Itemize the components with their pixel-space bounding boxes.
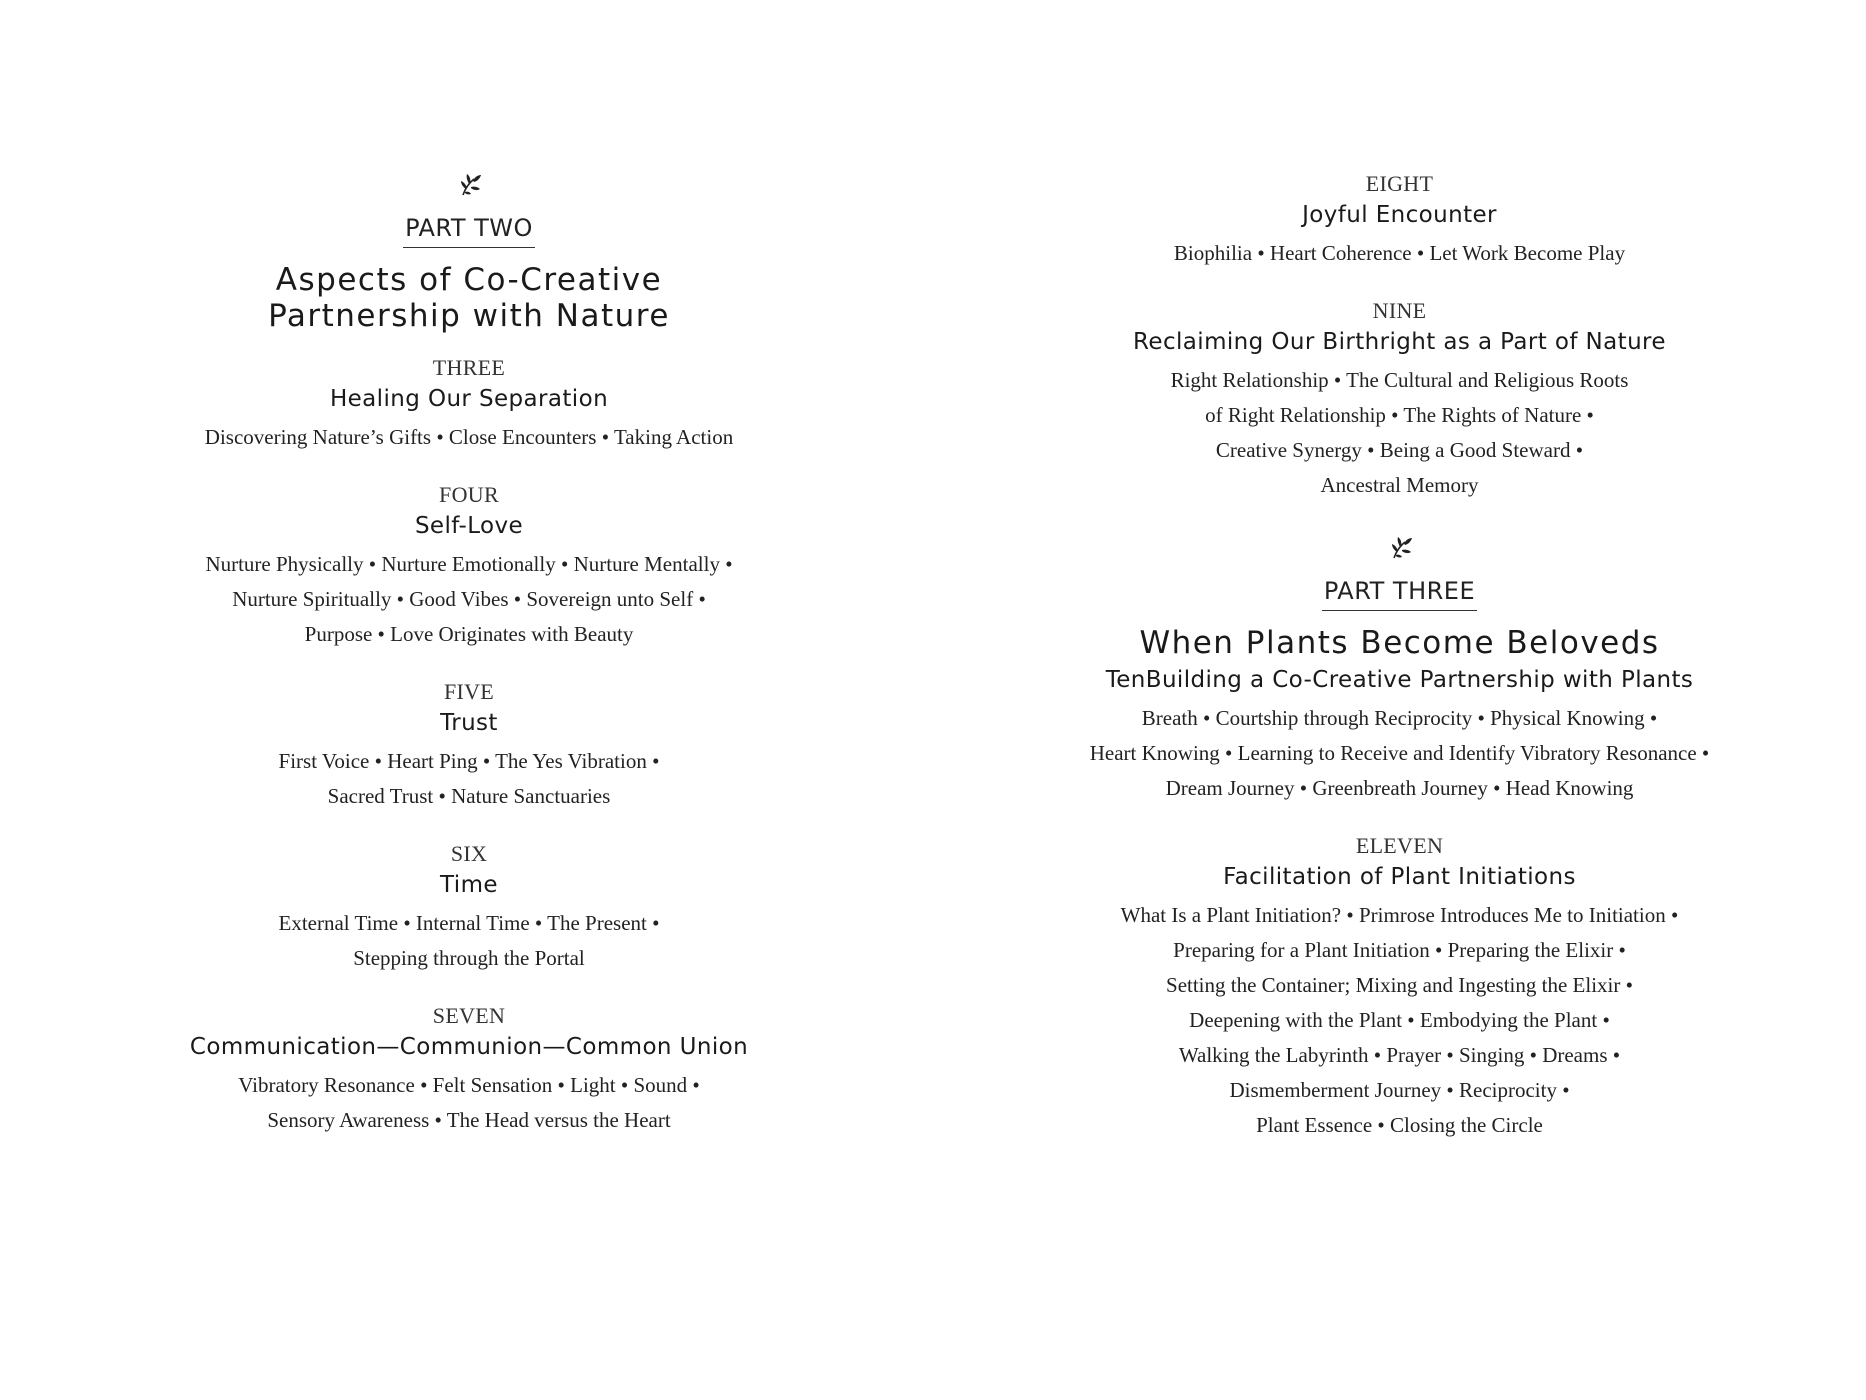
right-page <box>933 0 1866 1400</box>
chapter-three <box>114 354 824 455</box>
part-three-label: PART THREE <box>1322 577 1477 611</box>
part-three-block <box>933 533 1866 661</box>
topic-line: External Time • Internal Time • The Present • <box>278 911 660 935</box>
chapter-four <box>114 481 824 652</box>
chapter-ten <box>933 663 1866 806</box>
chapter-topics <box>114 547 824 652</box>
chapter-number: SIX <box>450 841 488 866</box>
chapter-topics <box>933 898 1866 1143</box>
topic-line: Vibratory Resonance • Felt Sensation • Light • Sound • <box>238 1073 700 1097</box>
topic-line: Dismemberment Journey • Reciprocity • <box>1229 1078 1570 1102</box>
topic-line: Nurture Spiritually • Good Vibes • Sovereign unto Self • <box>232 587 706 611</box>
topic-line: Breath • Courtship through Reciprocity • Physical Knowing • <box>1141 706 1658 730</box>
part-two-heading <box>114 200 824 248</box>
chapter-topics <box>114 1068 824 1138</box>
topic-line: Setting the Container; Mixing and Ingesting the Elixir • <box>1166 973 1633 997</box>
topic-line: What Is a Plant Initiation? • Primrose Introduces Me to Initiation • <box>1120 903 1679 927</box>
chapter-topics <box>114 906 824 976</box>
chapter-number: SEVEN <box>432 1003 506 1028</box>
chapter-title: Reclaiming Our Birthright as a Part of Nature <box>1133 329 1666 355</box>
part-two-title-line-1: Aspects of Co-Creative <box>275 262 663 298</box>
chapter-six <box>114 840 824 976</box>
chapter-five <box>114 678 824 814</box>
chapter-title: Communication—Communion—Common Union <box>189 1034 749 1060</box>
chapter-topics <box>114 744 824 814</box>
chapter-title: Facilitation of Plant Initiations <box>1223 864 1576 890</box>
chapter-nine <box>933 297 1866 503</box>
chapter-topics <box>933 236 1866 271</box>
topic-line: Heart Knowing • Learning to Receive and Identify Vibratory Resonance • <box>1089 741 1710 765</box>
topic-line: Ancestral Memory <box>1320 473 1479 497</box>
chapter-eleven <box>933 832 1866 1143</box>
chapter-title: Self-Love <box>414 513 524 539</box>
topic-line: Sensory Awareness • The Head versus the Heart <box>267 1108 671 1132</box>
chapter-title: Time <box>440 872 498 898</box>
part-two-title <box>114 262 824 334</box>
part-three-heading <box>933 563 1866 611</box>
part-two-title-line-2: Partnership with Nature <box>268 298 670 334</box>
topic-line: Plant Essence • Closing the Circle <box>1256 1113 1543 1137</box>
part-three-title: When Plants Become Beloveds <box>1139 625 1660 661</box>
chapter-number: THREE <box>432 355 506 380</box>
chapter-number: FOUR <box>439 482 499 507</box>
chapter-title: TenBuilding a Co-Creative Partnership with Plants <box>1105 667 1694 693</box>
topic-line: Sacred Trust • Nature Sanctuaries <box>327 784 611 808</box>
chapter-topics <box>933 363 1866 503</box>
chapter-seven <box>114 1002 824 1138</box>
chapter-topics <box>933 701 1866 806</box>
part-two-label: PART TWO <box>403 214 535 248</box>
left-column <box>114 170 824 1138</box>
topic-line: Walking the Labyrinth • Prayer • Singing • Dreams • <box>1178 1043 1621 1067</box>
chapter-title: Trust <box>440 710 498 736</box>
chapter-title: Healing Our Separation <box>329 386 609 412</box>
chapter-number: EIGHT <box>1365 171 1434 196</box>
leaf-ornament-icon <box>1385 533 1415 563</box>
topic-line: Creative Synergy • Being a Good Steward • <box>1215 438 1584 462</box>
leaf-ornament-icon <box>454 170 484 200</box>
topic-line: of Right Relationship • The Rights of Nature • <box>1205 403 1594 427</box>
topic-line: Stepping through the Portal <box>353 946 585 970</box>
topic-line: Deepening with the Plant • Embodying the Plant • <box>1189 1008 1610 1032</box>
chapter-number: ELEVEN <box>1355 833 1444 858</box>
topic-line: Right Relationship • The Cultural and Religious Roots <box>1170 368 1629 392</box>
topic-line: Biophilia • Heart Coherence • Let Work Become Play <box>1173 241 1626 265</box>
topic-line: Nurture Physically • Nurture Emotionally • Nurture Mentally • <box>205 552 733 576</box>
topic-line: Discovering Nature’s Gifts • Close Encounters • Taking Action <box>204 425 734 449</box>
topic-line: Dream Journey • Greenbreath Journey • Head Knowing <box>1165 776 1634 800</box>
chapter-topics <box>114 420 824 455</box>
topic-line: Purpose • Love Originates with Beauty <box>304 622 634 646</box>
chapter-title: Joyful Encounter <box>1302 202 1497 228</box>
chapter-number: FIVE <box>443 679 495 704</box>
right-column <box>933 170 1866 1143</box>
topic-line: First Voice • Heart Ping • The Yes Vibration • <box>278 749 660 773</box>
topic-line: Preparing for a Plant Initiation • Preparing the Elixir • <box>1173 938 1626 962</box>
chapter-number: NINE <box>1372 298 1427 323</box>
chapter-eight <box>933 170 1866 271</box>
